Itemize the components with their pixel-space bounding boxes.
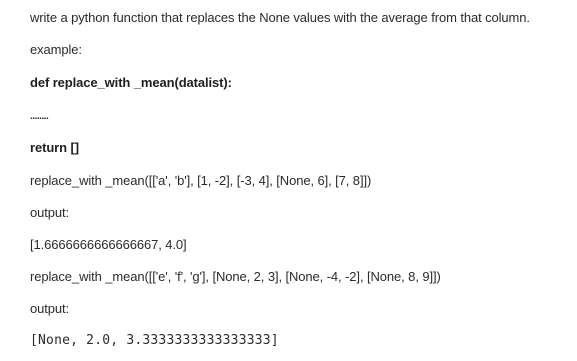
return-statement: return [] (30, 140, 79, 155)
output-label-2: output: (30, 301, 70, 316)
output-value-2: [None, 2.0, 3.3333333333333333] (30, 333, 279, 348)
code-placeholder: ........ (30, 111, 49, 122)
example-call-1: replace_with _mean([['a', 'b'], [1, -2], [-3, 4], [None, 6], [7, 8]]) (30, 173, 372, 188)
output-value-1: [1.6666666666666667, 4.0] (30, 237, 187, 252)
prompt-text: write a python function that replaces the None values with the average from that column. (30, 10, 530, 25)
function-signature: def replace_with _mean(datalist): (30, 75, 232, 90)
output-label-1: output: (30, 205, 70, 220)
example-call-2: replace_with _mean([['e', 'f', 'g'], [None, 2, 3], [None, -4, -2], [None, 8, 9]]) (30, 269, 441, 284)
example-label: example: (30, 42, 82, 57)
